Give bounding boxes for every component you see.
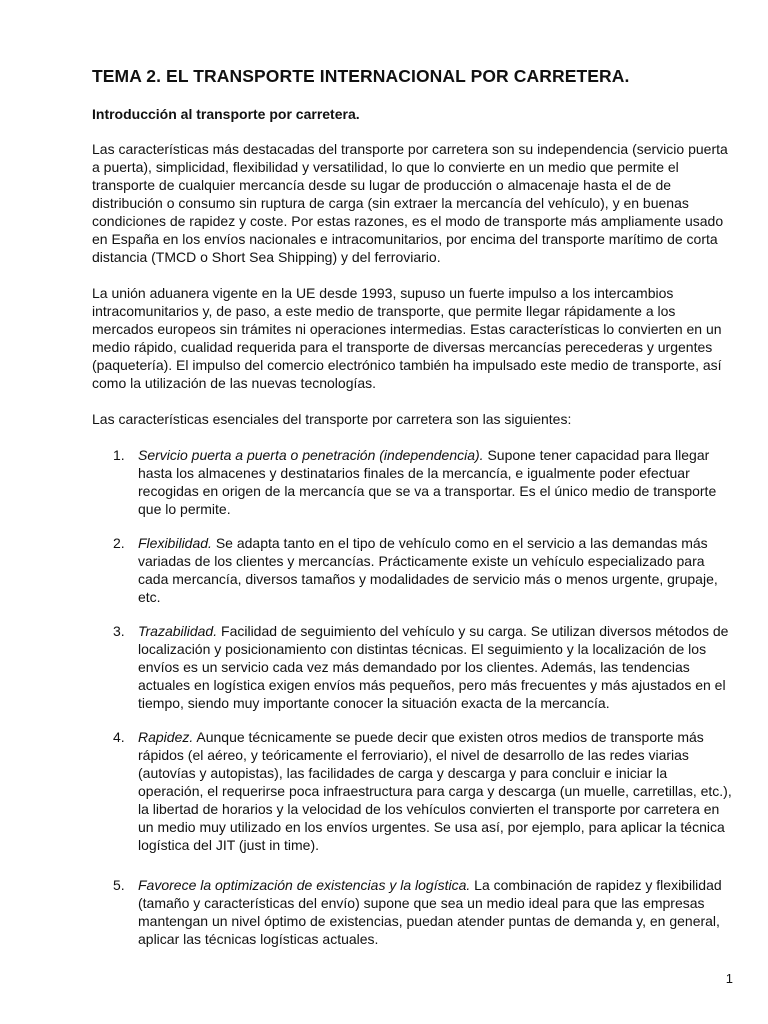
intro-paragraph: Las características más destacadas del transporte por carretera son su independencia (servicio puerta a puerta), simplicidad, flexibilidad y versatilidad, lo que lo convierte en un medio que permite el transporte de cualquier mercancía desde su lugar de producción o almacenaje hasta el de de distribución o consumo sin ruptura de carga (sin extraer la mercancía del vehículo), y en buenas condiciones de rapidez y coste. Por estas razones, es el modo de transporte más ampliamente usado en España en los envíos nacionales e intracomunitarios, por encima del transporte marítimo de corta distancia (TMCD o Short Sea Shipping) y del ferroviario.	[92, 141, 728, 265]
list-item-term: Servicio puerta a puerta o penetración (independencia).	[138, 447, 484, 463]
list-intro-paragraph: Las características esenciales del transporte por carretera son las siguientes:	[92, 411, 572, 427]
list-item	[92, 446, 738, 518]
list-item-term: Flexibilidad.	[138, 535, 212, 551]
list-item-text: Facilidad de seguimiento del vehículo y su carga. Se utilizan diversos métodos de localización y posicionamiento con distintas técnicas. El seguimiento y la localización de los envíos es un servicio cada vez más demandado por los clientes. Además, las tendencias actuales en logística exigen envíos más pequeños, pero más frecuentes y más ajustados en el tiempo, siendo muy importante conocer la situación exacta de la mercancía.	[138, 623, 729, 711]
list-item-text: Supone tener capacidad para llegar hasta los almacenes y destinatarios finales de la mercancía, e igualmente poder efectuar recogidas en origen de la mercancía que se va a transportar. Es el único medio de transporte que lo permite.	[138, 447, 717, 517]
list-item-number: 5.	[113, 877, 125, 893]
list-item-term: Rapidez.	[138, 729, 194, 745]
list-item	[92, 728, 738, 854]
list-item-term: Favorece la optimización de existencias y la logística.	[138, 877, 471, 893]
list-item-number: 4.	[113, 729, 125, 745]
characteristics-list	[92, 446, 738, 948]
list-item-number: 3.	[113, 623, 125, 639]
list-item	[92, 534, 738, 606]
list-item-number: 2.	[113, 535, 125, 551]
list-item-text: La combinación de rapidez y flexibilidad (tamaño y características del envío) supone que sea un medio ideal para que las empresas mantengan un nivel óptimo de existencias, puedan atender puntas de demanda y, en general, aplicar las técnicas logísticas actuales.	[138, 877, 722, 947]
list-item-term: Trazabilidad.	[138, 623, 218, 639]
document-title: TEMA 2. EL TRANSPORTE INTERNACIONAL POR CARRETERA.	[92, 66, 630, 86]
list-item-text: Se adapta tanto en el tipo de vehículo como en el servicio a las demandas más variadas de los clientes y mercancías. Prácticamente existe un vehículo especializado para cada mercancía, diversos tamaños y modalidades de servicio más o menos urgente, grupaje, etc.	[138, 535, 718, 605]
list-item-text: Aunque técnicamente se puede decir que existen otros medios de transporte más rápidos (el aéreo, y teóricamente el ferroviario), el nivel de desarrollo de las redes viarias (autovías y autopistas), las facilidades de carga y descarga y para concluir e iniciar la operación, el requerirse poca infraestructura para carga y descarga (un muelle, carretillas, etc.), la libertad de horarios y la velocidad de los vehículos convierten el transporte por carretera en un medio muy utilizado en los envíos urgentes. Se usa así, por ejemplo, para aplicar la técnica logística del JIT (just in time).	[138, 729, 732, 853]
list-item	[92, 876, 738, 948]
customs-union-paragraph: La unión aduanera vigente en la UE desde 1993, supuso un fuerte impulso a los intercambios intracomunitarios y, de paso, a este medio de transporte, que permite llegar rápidamente a los mercados europeos sin trámites ni operaciones intermedias. Estas características lo convierten en un medio rápido, cualidad requerida para el transporte de diversas mercancías perecederas y urgentes (paquetería). El impulso del comercio electrónico también ha impulsado este medio de transporte, así como la utilización de las nuevas tecnologías.	[92, 285, 722, 391]
page-number: 1	[725, 971, 733, 986]
list-item-number: 1.	[113, 447, 125, 463]
section-subtitle: Introducción al transporte por carretera.	[92, 106, 360, 122]
list-item	[92, 622, 738, 712]
